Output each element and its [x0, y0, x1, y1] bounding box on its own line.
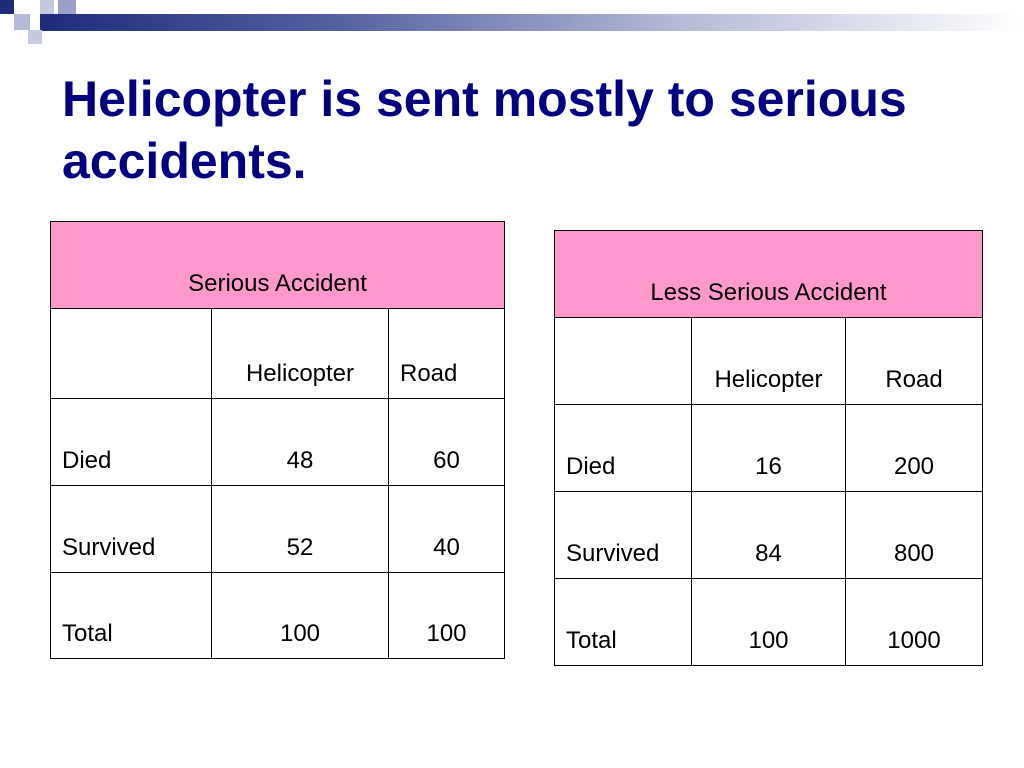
- cell-value: 48: [212, 399, 389, 486]
- row-label: Survived: [555, 492, 692, 579]
- table-row: [51, 399, 505, 486]
- cell-value: 100: [389, 573, 505, 659]
- cell-value: 84: [692, 492, 846, 579]
- column-header-helicopter: Helicopter: [212, 309, 389, 399]
- decoration-square: [14, 14, 30, 30]
- table-row: [555, 492, 983, 579]
- slide-decoration: [0, 0, 1024, 40]
- column-header-road: Road: [389, 309, 505, 399]
- cell-value: 60: [389, 399, 505, 486]
- decoration-square: [58, 0, 76, 14]
- table-header: Serious Accident: [51, 222, 505, 309]
- less-serious-accident-table: [554, 230, 983, 666]
- row-label: Total: [555, 579, 692, 666]
- table-row: [555, 579, 983, 666]
- cell-value: 100: [692, 579, 846, 666]
- slide-title: Helicopter is sent mostly to serious accidents.: [62, 71, 907, 189]
- decoration-square: [28, 30, 42, 44]
- empty-corner-cell: [51, 309, 212, 399]
- column-header-helicopter: Helicopter: [692, 318, 846, 405]
- serious-accident-table: [50, 221, 505, 659]
- decoration-square: [0, 0, 14, 14]
- table-row: [555, 405, 983, 492]
- row-label: Total: [51, 573, 212, 659]
- decoration-gradient-bar: [40, 14, 1024, 31]
- cell-value: 16: [692, 405, 846, 492]
- cell-value: 100: [212, 573, 389, 659]
- cell-value: 40: [389, 486, 505, 573]
- cell-value: 1000: [846, 579, 983, 666]
- cell-value: 800: [846, 492, 983, 579]
- row-label: Died: [555, 405, 692, 492]
- cell-value: 52: [212, 486, 389, 573]
- table-row: [51, 573, 505, 659]
- table-row: [51, 486, 505, 573]
- column-header-road: Road: [846, 318, 983, 405]
- row-label: Died: [51, 399, 212, 486]
- cell-value: 200: [846, 405, 983, 492]
- empty-corner-cell: [555, 318, 692, 405]
- row-label: Survived: [51, 486, 212, 573]
- table-header: Less Serious Accident: [555, 231, 983, 318]
- decoration-square: [40, 0, 54, 14]
